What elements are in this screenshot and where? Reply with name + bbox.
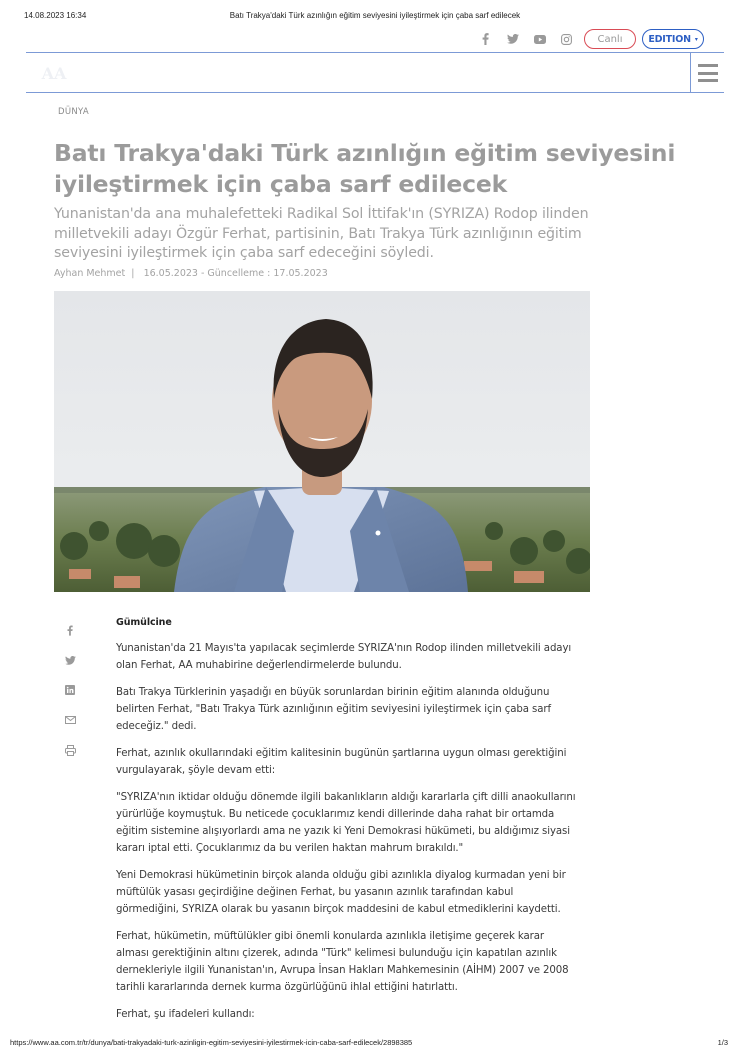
article-paragraph: Ferhat, şu ifadeleri kullandı:	[116, 1009, 255, 1020]
top-utility-bar	[472, 28, 704, 50]
linkedin-share-icon[interactable]	[60, 675, 80, 705]
article-paragraph: Batı Trakya Türklerinin yaşadığı en büyük sorunlardan birinin eğitim alanında olduğunu belirten Ferhat, "Batı Trakya Türk azınlığının eğitim seviyesini iyileştirmek için çaba sarf edeceğiz." dedi.	[116, 687, 551, 732]
hamburger-menu-icon[interactable]	[698, 64, 718, 82]
print-url: https://www.aa.com.tr/tr/dunya/bati-trakyadaki-turk-azinligin-egitim-seviyesini-iyilestirmek-icin-caba-sarf-edilecek/2898385	[10, 1038, 413, 1047]
instagram-icon[interactable]	[553, 28, 580, 50]
edition-dropdown[interactable]	[642, 29, 704, 49]
article-paragraph: Ferhat, hükümetin, müftülükler gibi önemli konularda azınlıkla iletişime geçerek karar alması gerektiğinin altını çizerek, adında "Türk" kelimesi bulunduğu için kapatılan azınlık dernekleriyle ilgili Yunanistan'ın, Avrupa İnsan Hakları Mahkemesinin (AİHM) 2007 ve 2008 tarihli kararlarında dernek kurma özgürlüğünü ihlal ettiğini hatırlattı.	[116, 931, 569, 993]
portrait-photo-illustration	[54, 291, 590, 592]
byline-separator: |	[131, 268, 135, 279]
live-button[interactable]: Canlı	[584, 29, 636, 49]
article-paragraph: Yunanistan'da 21 Mayıs'ta yapılacak seçimlerde SYRIZA'nın Rodop ilinden milletvekili adayı olan Ferhat, AA muhabirine değerlendirmelerde bulundu.	[116, 643, 572, 671]
share-rail	[60, 615, 80, 765]
menu-divider	[690, 53, 691, 93]
article-quote: "SYRIZA'nın iktidar olduğu dönemde ilgili bakanlıkların aldığı kararlarla çift dilli anaokullarını yürürlüğe koymuştuk. Bu neticede çocuklarımız kendi dillerinde daha rahat bir ortamda eğitim sistemine alışıyorlardı ama ne yazık ki Yeni Demokrasi hükümeti, bu aldığımız siyasi kararı iptal etti. Çocuklarımız da bu verilen haktan mahrum bırakıldı."	[116, 792, 576, 854]
aa-logo[interactable]: AA	[41, 63, 67, 83]
print-datetime: 14.08.2023 16:34	[24, 11, 87, 20]
publish-date: 16.05.2023 - Güncelleme : 17.05.2023	[143, 268, 328, 279]
article-body	[116, 614, 576, 1033]
article-dateline: Gümülcine	[116, 617, 172, 628]
article-headline: Batı Trakya'daki Türk azınlığın eğitim seviyesini iyileştirmek için çaba sarf edilecek	[54, 139, 676, 198]
edition-label: EDITION	[648, 33, 691, 45]
print-page-number: 1/3	[717, 1038, 728, 1047]
print-page-title: Batı Trakya'daki Türk azınlığın eğitim seviyesini iyileştirmek için çaba sarf edilecek	[229, 11, 521, 20]
twitter-icon[interactable]	[499, 28, 526, 50]
print-header	[0, 11, 750, 23]
main-navbar	[26, 52, 724, 93]
print-icon[interactable]	[60, 735, 80, 765]
author-name: Ayhan Mehmet	[54, 268, 126, 279]
chevron-down-icon: ▾	[694, 35, 698, 43]
facebook-icon[interactable]	[472, 28, 499, 50]
article-summary: Yunanistan'da ana muhalefetteki Radikal Sol İttifak'ın (SYRIZA) Rodop ilinden milletvekili adayı Özgür Ferhat, partisinin, Batı Trakya Türk azınlığının eğitim seviyesini iyileştirmek için çaba sarf edeceğini söyledi.	[54, 206, 589, 261]
youtube-icon[interactable]	[526, 28, 553, 50]
twitter-share-icon[interactable]	[60, 645, 80, 675]
category-label[interactable]: DÜNYA	[58, 107, 89, 117]
article-byline	[54, 268, 328, 279]
article-paragraph: Yeni Demokrasi hükümetinin birçok alanda olduğu gibi azınlıkla diyalog kurmadan yeni bir müftülük yasası geçirdiğine değinen Ferhat, bu yasanın azınlık tarafından kabul görmediğini, SYRIZA olarak bu yasanın birçok maddesini de kabul etmediklerini kaydetti.	[116, 870, 566, 915]
email-share-icon[interactable]	[60, 705, 80, 735]
print-footer	[0, 1038, 750, 1050]
article-paragraph: Ferhat, azınlık okullarındaki eğitim kalitesinin bugünün şartlarına uygun olması gerektiğini vurgulayarak, şöyle devam etti:	[116, 748, 567, 776]
facebook-share-icon[interactable]	[60, 615, 80, 645]
article-photo	[54, 291, 590, 592]
